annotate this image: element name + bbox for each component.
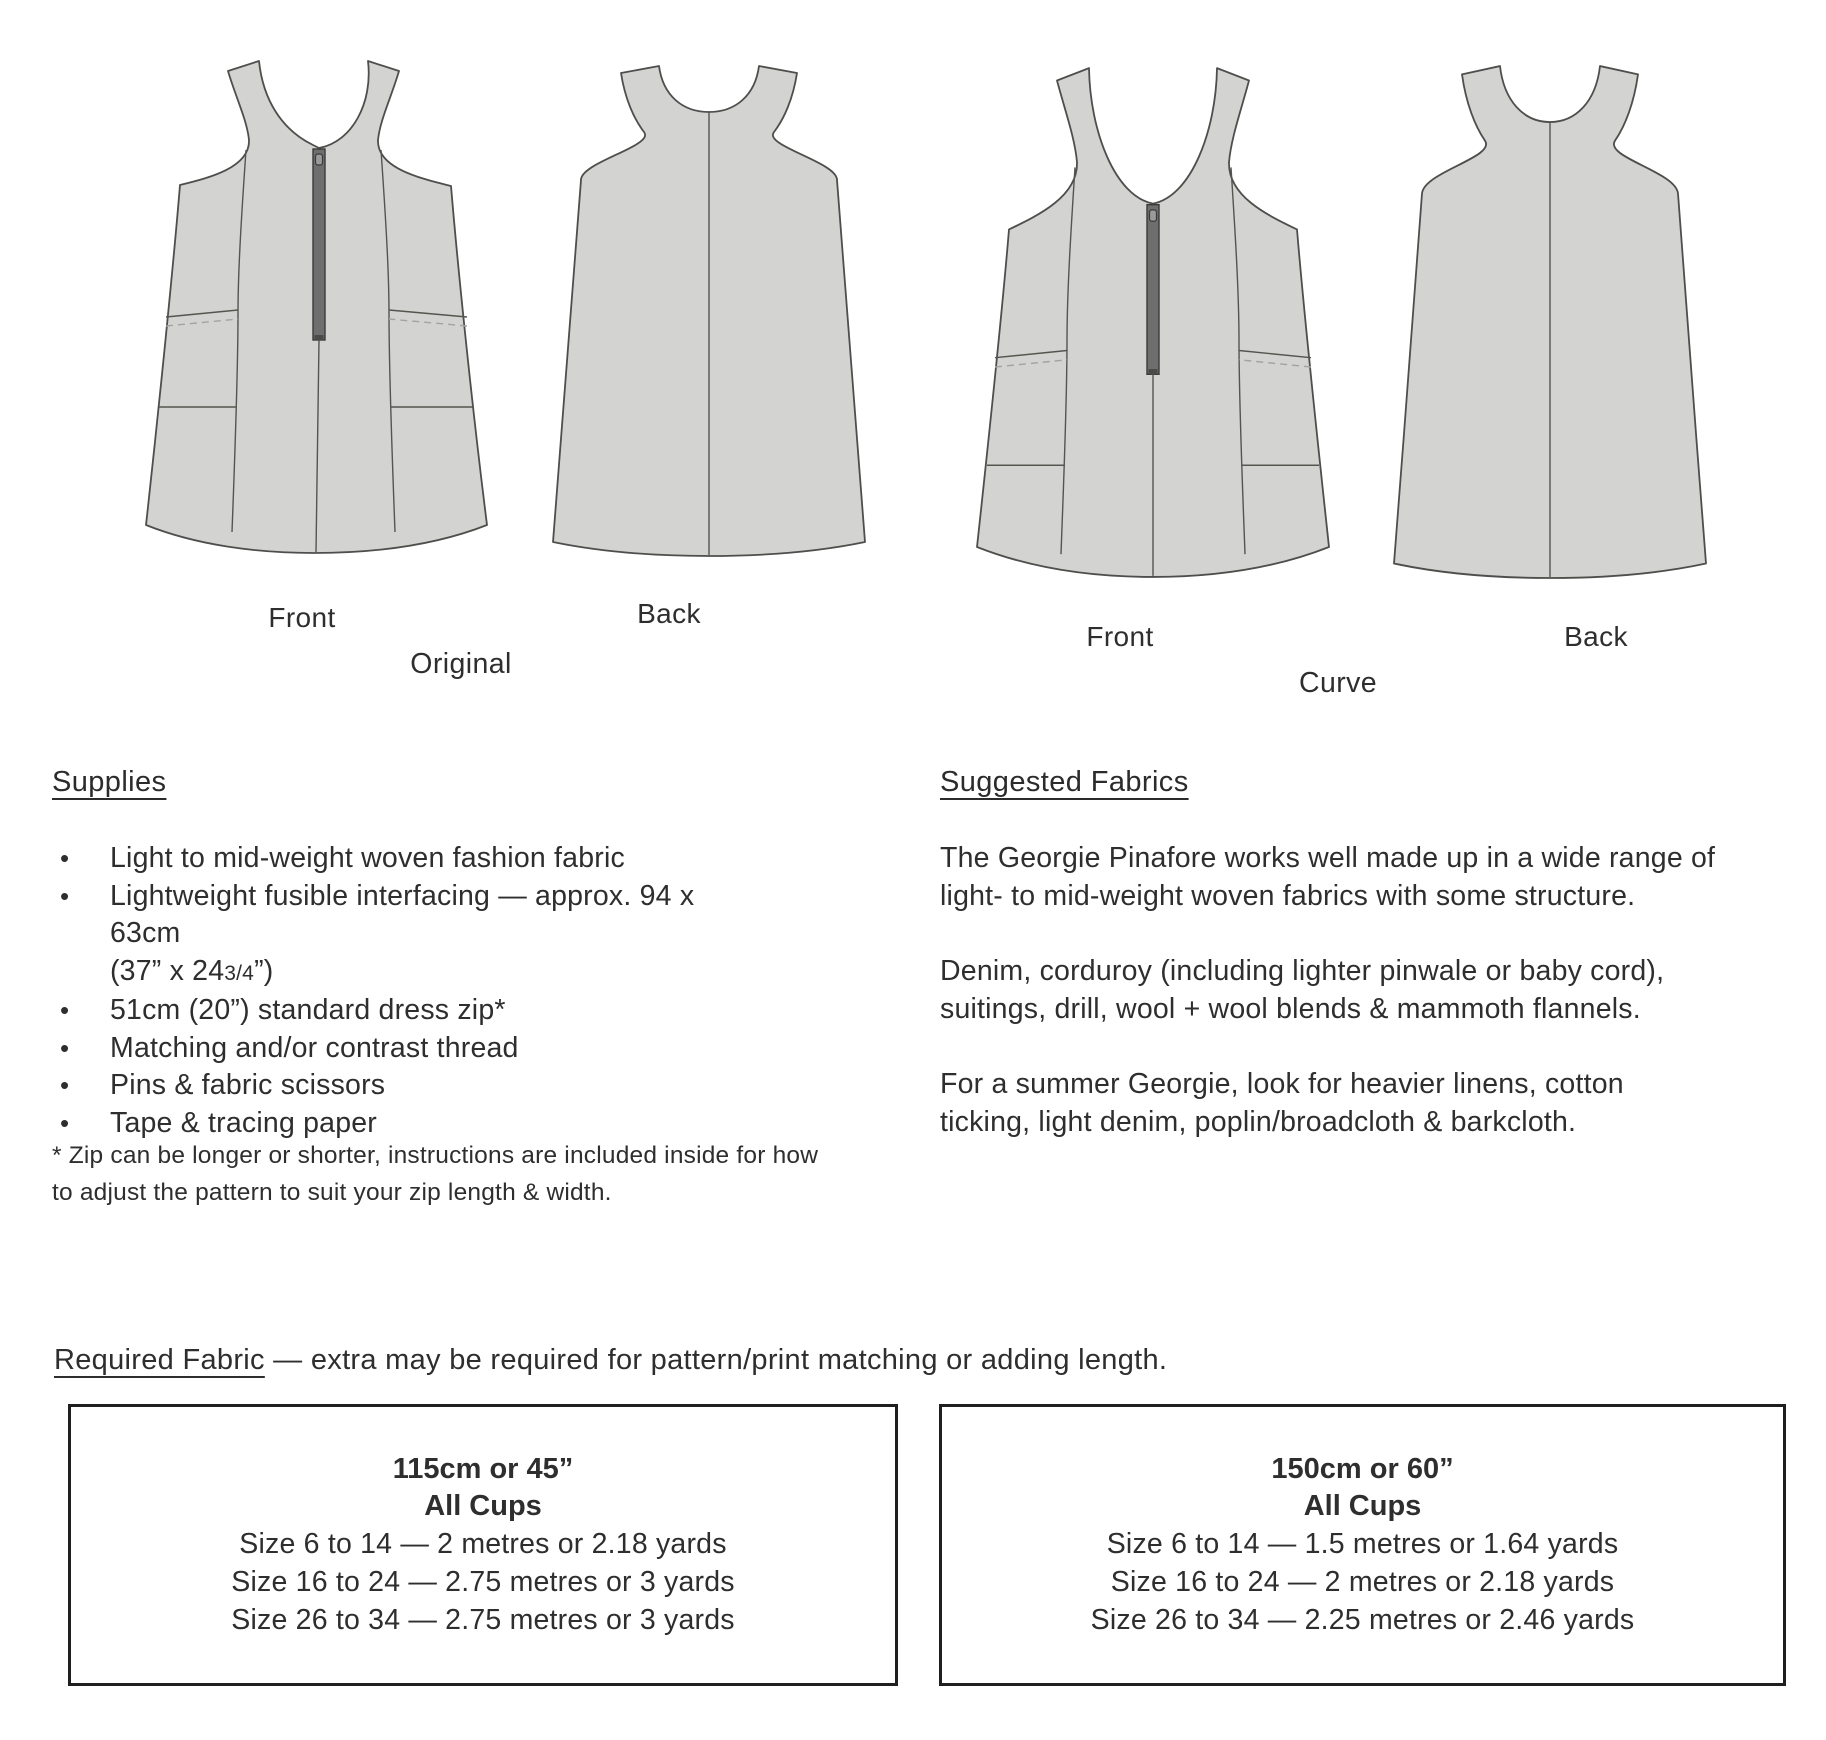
curve-back-label: Back <box>1564 621 1628 652</box>
supplies-item-text: Tape & tracing paper <box>110 1106 377 1139</box>
curve-back-drawing <box>1392 64 1708 578</box>
fabric-box-cups-label: All Cups <box>1303 1490 1422 1522</box>
fabric-box-row: Size 6 to 14 — 1.5 metres or 1.64 yards <box>1106 1528 1619 1560</box>
zip-footnote-line1: * Zip can be longer or shorter, instructions are included inside for how <box>52 1142 819 1169</box>
required-fabric-heading-line <box>54 1344 1167 1377</box>
zip-footnote-line2: to adjust the pattern to suit your zip length & width. <box>52 1179 612 1206</box>
supplies-item-text: Pins & fabric scissors <box>110 1069 386 1101</box>
supplies-item-text: Matching and/or contrast thread <box>110 1031 519 1064</box>
bullet-icon: • <box>60 995 70 1025</box>
curve-front-zip <box>1147 205 1159 375</box>
fabric-box-cups-label: All Cups <box>424 1490 542 1522</box>
curve-group-label: Curve <box>1298 667 1378 699</box>
required-fabric-heading: Required Fabric <box>54 1344 265 1376</box>
original-front-label: Front <box>268 602 336 633</box>
supplies-item-text: Light to mid-weight woven fashion fabric <box>110 842 625 874</box>
fabric-box-width-label: 115cm or 45” <box>392 1453 574 1485</box>
fabric-box-row: Size 16 to 24 — 2.75 metres or 3 yards <box>231 1566 735 1598</box>
fabric-box-row: Size 6 to 14 — 2 metres or 2.18 yards <box>239 1528 727 1560</box>
supplies-item-text: Lightweight fusible interfacing — approx. 94 x 63cm (37” x 243/4”) <box>109 879 695 987</box>
original-group-label: Original <box>410 648 512 680</box>
fabric-box-width-label: 150cm or 60” <box>1271 1453 1454 1485</box>
fraction-text: 3/4 <box>224 961 255 985</box>
fabric-box-115cm <box>68 1404 898 1686</box>
supplies-item <box>52 840 772 878</box>
fabric-box-row: Size 26 to 34 — 2.25 metres or 2.46 yards <box>1090 1604 1635 1636</box>
fabric-box-row: Size 16 to 24 — 2 metres or 2.18 yards <box>1110 1566 1615 1598</box>
supplies-heading: Supplies <box>52 766 167 798</box>
fabric-box-row: Size 26 to 34 — 2.75 metres or 3 yards <box>231 1604 735 1636</box>
original-back-drawing <box>550 64 868 556</box>
fabrics-paragraph: For a summer Georgie, look for heavier linens, cotton ticking, light denim, poplin/broadcloth & barkcloth. <box>940 1068 1624 1138</box>
required-fabric-heading-rest: — extra may be required for pattern/print matching or adding length. <box>264 1344 1168 1376</box>
zip-footnote <box>52 1137 818 1211</box>
original-back-label: Back <box>637 598 701 629</box>
bullet-icon: • <box>60 843 70 873</box>
fabric-box-150cm <box>939 1404 1786 1686</box>
suggested-fabrics-heading: Suggested Fabrics <box>940 766 1189 798</box>
bullet-icon: • <box>60 1070 70 1100</box>
supplies-item <box>52 1030 772 1068</box>
curve-front-label: Front <box>1086 621 1154 652</box>
fabrics-paragraph: Denim, corduroy (including lighter pinwale or baby cord), suitings, drill, wool + wool blends & mammoth flannels. <box>940 955 1665 1025</box>
suggested-fabrics-text <box>940 840 1730 1179</box>
supplies-item-text: 51cm (20”) standard dress zip* <box>110 994 506 1026</box>
fabrics-paragraph: The Georgie Pinafore works well made up in a wide range of light- to mid-weight woven fabrics with some structure. <box>940 842 1716 912</box>
bullet-icon: • <box>60 1107 70 1138</box>
supplies-item <box>52 878 772 993</box>
supplies-list <box>52 840 772 1142</box>
bullet-icon: • <box>60 1032 70 1063</box>
curve-front-drawing <box>977 64 1329 578</box>
bullet-icon: • <box>60 880 70 911</box>
original-front-zip <box>313 149 325 340</box>
supplies-item <box>52 1067 772 1105</box>
supplies-item <box>52 992 772 1030</box>
original-front-drawing <box>146 58 488 555</box>
